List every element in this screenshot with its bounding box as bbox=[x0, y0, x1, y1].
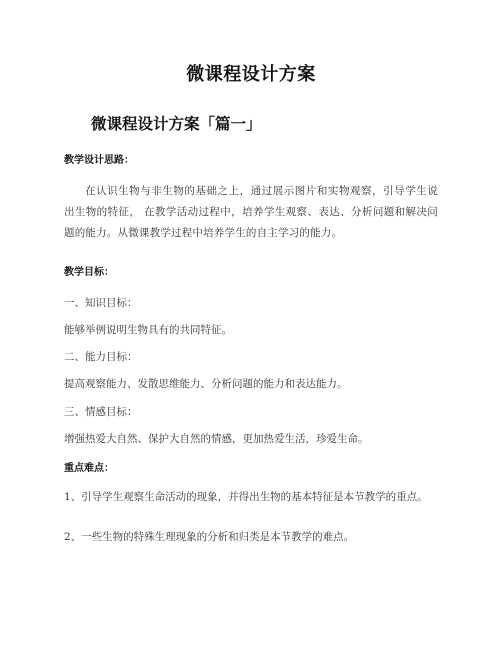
knowledge-objective-text: 能够举例说明生物具有的共同特征。 bbox=[64, 324, 232, 336]
knowledge-objective-heading: 一、知识目标： bbox=[64, 297, 138, 309]
section-heading: 微课程设计方案「篇一」 bbox=[91, 114, 262, 133]
key-point-1: 1、引导学生观察生命活动的现象，并得出生物的基本特征是本节教学的重点。 bbox=[64, 491, 428, 503]
objectives-label: 教学目标： bbox=[64, 267, 114, 278]
design-idea-label: 教学设计思路： bbox=[64, 155, 134, 166]
ability-objective-heading: 二、能力目标： bbox=[64, 351, 138, 363]
emotion-objective-text: 增强热爱大自然、保护大自然的情感，更加热爱生活，珍爱生命。 bbox=[64, 433, 369, 445]
design-idea-paragraph: 在认识生物与非生物的基础之上，通过展示图片和实物观察，引导学生说出生物的特征， 在教学活动过程中，培养学生观察、表达、分析问题和解决问题的能力。从微课教学过程中培养学生的自主学习的能力。 bbox=[64, 185, 438, 239]
ability-objective-text: 提高观察能力、发散思维能力、分析问题的能力和表达能力。 bbox=[64, 378, 348, 390]
emotion-objective-heading: 三、情感目标： bbox=[64, 406, 138, 418]
key-points-label: 重点难点： bbox=[64, 463, 114, 474]
document-title: 微课程设计方案 bbox=[186, 64, 316, 85]
key-point-2: 2、一些生物的特殊生理现象的分析和归类是本节教学的难点。 bbox=[64, 531, 355, 543]
